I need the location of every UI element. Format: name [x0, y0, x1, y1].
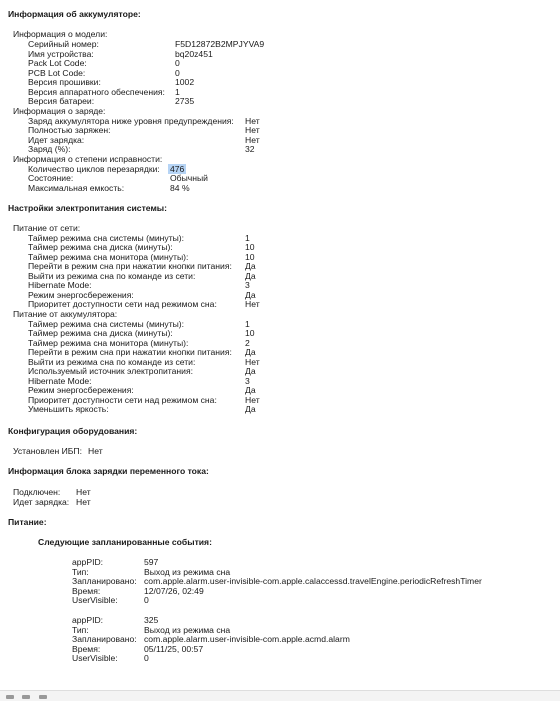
event-label: appPID:	[72, 557, 104, 567]
ac-setting-value[interactable]: 10	[245, 251, 255, 262]
ac-setting-label: Перейти в режим сна при нажатии кнопки питания:	[28, 261, 232, 271]
charge-value[interactable]: Нет	[245, 115, 260, 126]
ups-installed-label: Установлен ИБП:	[13, 446, 83, 456]
event-value[interactable]: 0	[144, 595, 149, 605]
battery-power-header: Питание от аккумулятора:	[13, 309, 118, 319]
event-value[interactable]: 0	[144, 653, 149, 663]
ac-setting-label: Режим энергосбережения:	[28, 289, 134, 300]
power-settings-section-title: Настройки электропитания системы:	[8, 203, 168, 213]
event-label: Запланировано:	[72, 576, 137, 586]
charge-value[interactable]: Нет	[245, 134, 260, 145]
toolbar-glyph-icon	[39, 695, 47, 699]
ac-setting-label: Приоритет доступности сети над режимом сна:	[28, 299, 217, 309]
battery-setting-label: Используемый источник электропитания:	[28, 366, 194, 376]
event-label: Тип:	[72, 624, 89, 635]
ac-setting-value[interactable]: 3	[245, 280, 250, 290]
charge-value[interactable]: Нет	[245, 125, 260, 135]
model-value[interactable]: 2735	[175, 96, 195, 106]
model-label: Версия аппаратного обеспечения:	[28, 86, 165, 97]
battery-section-title: Информация об аккумуляторе:	[8, 9, 141, 19]
model-info-header: Информация о модели:	[13, 29, 108, 39]
model-label: Pack Lot Code:	[28, 58, 87, 68]
battery-setting-value[interactable]: 1	[245, 318, 250, 329]
connected-value[interactable]: Нет	[76, 487, 91, 497]
event-value[interactable]: Выход из режима сна	[144, 624, 231, 635]
battery-setting-label: Hibernate Mode:	[28, 375, 92, 386]
ac-setting-value[interactable]: Да	[245, 289, 256, 300]
battery-setting-value[interactable]: Да	[245, 347, 256, 357]
battery-setting-label: Приоритет доступности сети над режимом сна:	[28, 394, 217, 405]
model-label: Серийный номер:	[28, 39, 99, 49]
charge-label: Полностью заряжен:	[28, 125, 111, 135]
event-label: UserVisible:	[72, 595, 118, 605]
charge-label: Идет зарядка:	[28, 134, 85, 145]
event-label: Время:	[72, 585, 101, 596]
battery-setting-label: Таймер режима сна системы (минуты):	[28, 318, 185, 329]
charge-info-header: Информация о заряде:	[13, 106, 106, 116]
ac-setting-label: Таймер режима сна монитора (минуты):	[28, 251, 189, 262]
condition-label: Состояние:	[28, 173, 74, 183]
charging-value[interactable]: Нет	[76, 496, 91, 507]
condition-value[interactable]: Обычный	[170, 173, 208, 183]
connected-label: Подключен:	[13, 487, 61, 497]
ac-charger-section-title: Информация блока зарядки переменного тока:	[8, 466, 209, 476]
ac-setting-value[interactable]: Нет	[245, 299, 260, 309]
battery-setting-value[interactable]: Нет	[245, 356, 260, 367]
battery-setting-value[interactable]: 3	[245, 375, 250, 386]
battery-setting-value[interactable]: Да	[245, 366, 256, 376]
battery-setting-label: Режим энергосбережения:	[28, 385, 134, 395]
model-label: Версия батареи:	[28, 96, 95, 106]
hardware-section-title: Конфигурация оборудования:	[8, 426, 138, 436]
bottom-toolbar-strip	[0, 690, 560, 701]
ac-setting-label: Выйти из режима сна по команде из сети:	[28, 270, 196, 281]
model-value[interactable]: 1002	[175, 77, 195, 87]
ac-setting-value[interactable]: Да	[245, 270, 256, 281]
battery-setting-value[interactable]: Нет	[245, 394, 260, 405]
event-label: Тип:	[72, 566, 89, 577]
charge-value[interactable]: 32	[245, 144, 255, 154]
event-value[interactable]: 05/11/25, 00:57	[144, 643, 204, 654]
battery-setting-value[interactable]: 2	[245, 337, 250, 348]
ac-setting-label: Hibernate Mode:	[28, 280, 92, 290]
event-label: appPID:	[72, 615, 104, 625]
battery-setting-value[interactable]: Да	[245, 385, 256, 395]
battery-setting-value[interactable]: 10	[245, 328, 255, 338]
event-value[interactable]: 325	[144, 615, 159, 625]
battery-setting-label: Перейти в режим сна при нажатии кнопки питания:	[28, 347, 232, 357]
ac-setting-value[interactable]: Да	[245, 261, 256, 271]
model-value[interactable]: bq20z451	[175, 48, 213, 59]
max-capacity-label: Максимальная емкость:	[28, 182, 125, 193]
max-capacity-value[interactable]: 84 %	[170, 182, 190, 193]
event-value[interactable]: com.apple.alarm.user-invisible-com.apple.calaccessd.travelEngine.periodicRefreshTimer	[144, 576, 482, 586]
toolbar-glyph-icon	[6, 695, 14, 699]
health-info-header: Информация о степени исправности:	[13, 154, 163, 164]
selected-text-highlight[interactable]: 476	[170, 163, 185, 174]
event-label: Время:	[72, 643, 101, 654]
model-label: PCB Lot Code:	[28, 67, 86, 78]
power-section-title: Питание:	[8, 517, 47, 527]
model-value[interactable]: 0	[175, 67, 180, 78]
event-label: Запланировано:	[72, 634, 137, 644]
model-value[interactable]: 0	[175, 58, 180, 68]
ac-setting-label: Таймер режима сна диска (минуты):	[28, 242, 173, 252]
model-label: Имя устройства:	[28, 48, 94, 59]
ups-installed-value[interactable]: Нет	[88, 446, 103, 456]
ac-power-header: Питание от сети:	[13, 223, 81, 233]
cycle-count-label: Количество циклов перезарядки:	[28, 163, 160, 174]
charge-label: Заряд (%):	[28, 144, 71, 154]
event-value[interactable]: com.apple.alarm.user-invisible-com.apple.acmd.alarm	[144, 634, 350, 644]
charge-label: Заряд аккумулятора ниже уровня предупреждения:	[28, 115, 234, 126]
scheduled-events-header: Следующие запланированные события:	[38, 537, 212, 547]
event-value[interactable]: Выход из режима сна	[144, 566, 231, 577]
battery-setting-label: Таймер режима сна монитора (минуты):	[28, 337, 189, 348]
event-value[interactable]: 12/07/26, 02:49	[144, 585, 204, 596]
model-label: Версия прошивки:	[28, 77, 101, 87]
battery-setting-label: Уменьшить яркость:	[28, 404, 109, 414]
model-value[interactable]: F5D12872B2MPJYVA9	[175, 39, 265, 49]
battery-setting-label: Выйти из режима сна по команде из сети:	[28, 356, 196, 367]
toolbar-glyph-icon	[22, 695, 30, 699]
ac-setting-label: Таймер режима сна системы (минуты):	[28, 232, 185, 243]
battery-setting-value[interactable]: Да	[245, 404, 256, 414]
event-label: UserVisible:	[72, 653, 118, 663]
battery-setting-label: Таймер режима сна диска (минуты):	[28, 328, 173, 338]
ac-setting-value[interactable]: 1	[245, 232, 250, 243]
charging-label: Идет зарядка:	[13, 496, 70, 507]
ac-setting-value[interactable]: 10	[245, 242, 255, 252]
event-value[interactable]: 597	[144, 557, 159, 567]
model-value[interactable]: 1	[175, 86, 180, 97]
